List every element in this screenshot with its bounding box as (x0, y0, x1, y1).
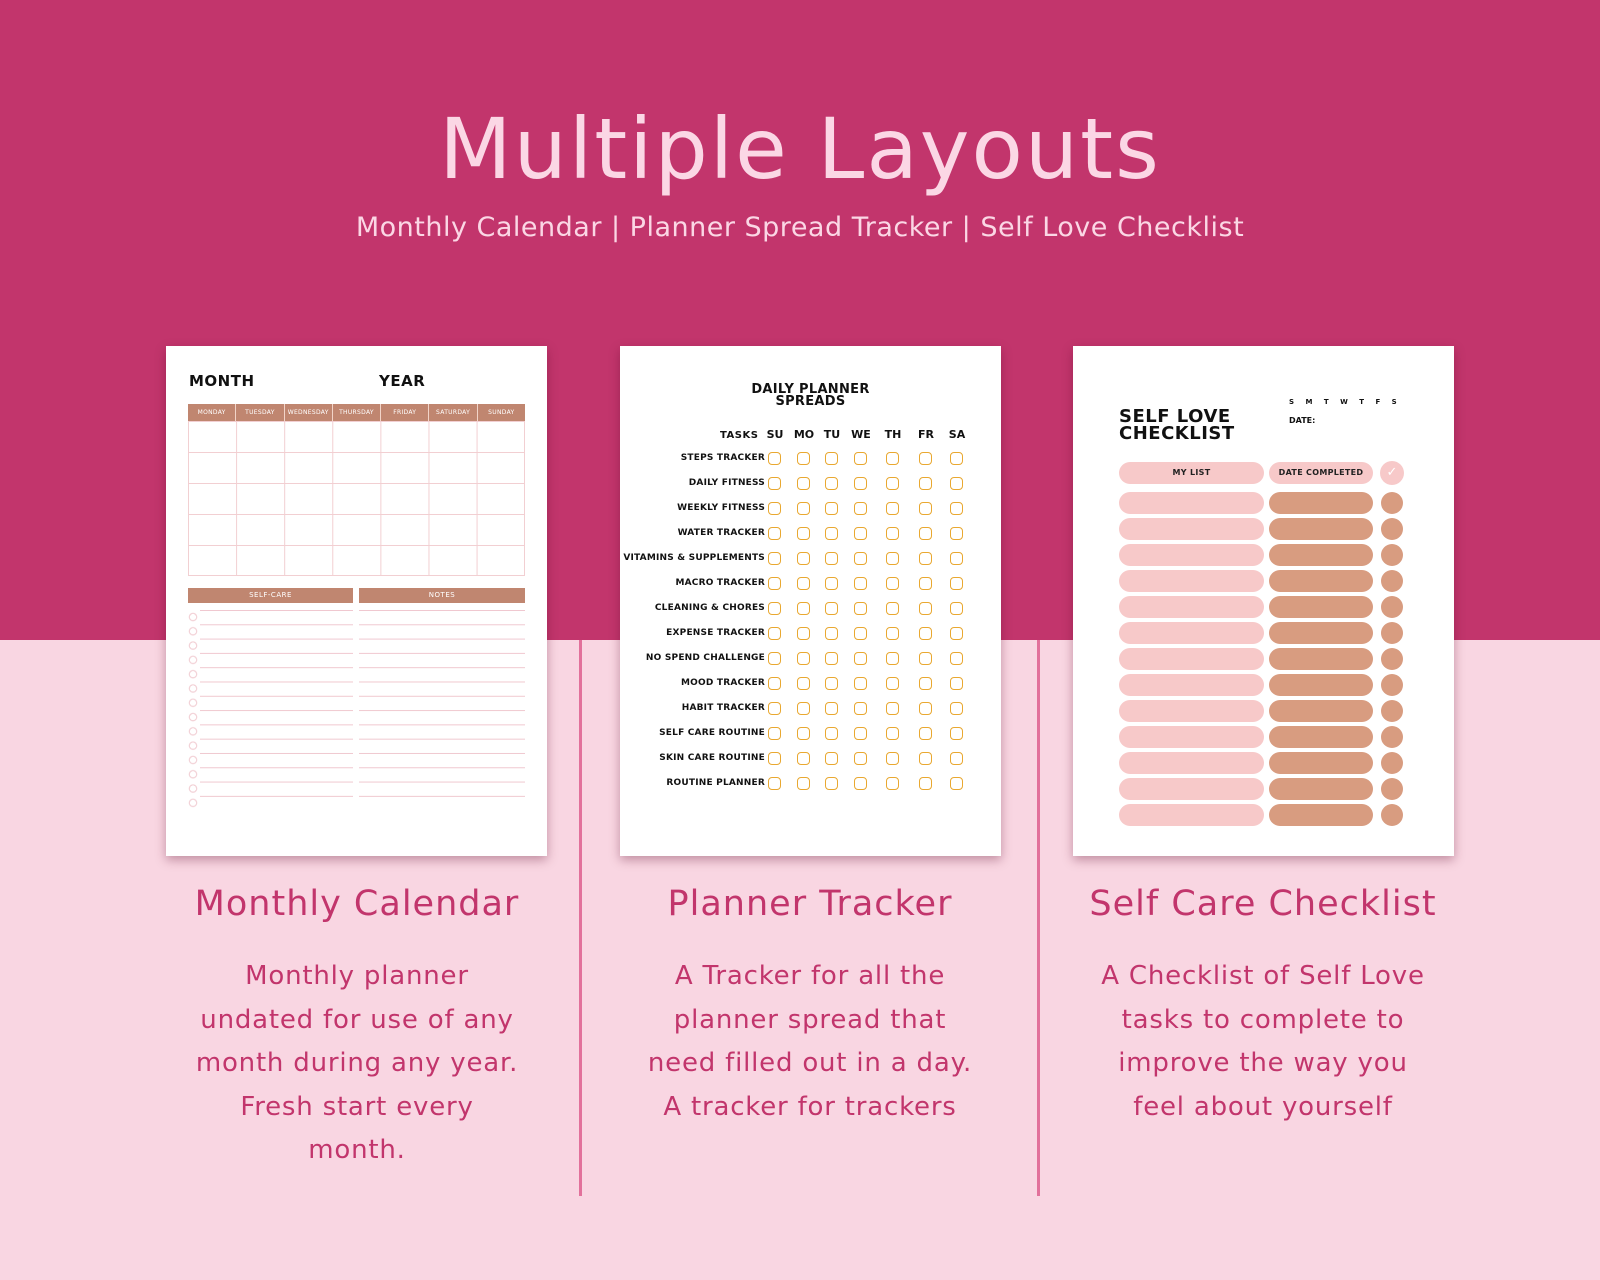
tracker-checkbox[interactable] (854, 627, 867, 640)
tracker-checkbox[interactable] (950, 727, 963, 740)
tracker-checkbox[interactable] (886, 727, 899, 740)
tracker-checkbox[interactable] (919, 777, 932, 790)
tracker-checkbox[interactable] (950, 677, 963, 690)
tracker-task-label: SKIN CARE ROUTINE (659, 753, 765, 763)
checklist-check-circle[interactable] (1381, 492, 1403, 514)
checklist-item-field[interactable] (1119, 674, 1264, 696)
tracker-checkbox[interactable] (950, 752, 963, 765)
tracker-checkbox[interactable] (825, 502, 838, 515)
tracker-checkbox[interactable] (854, 552, 867, 565)
checklist-date-field[interactable] (1269, 778, 1373, 800)
tracker-task-label: CLEANING & CHORES (654, 603, 765, 613)
tracker-day-label: FR (918, 428, 934, 441)
tracker-checkbox[interactable] (825, 552, 838, 565)
checklist-title (1119, 408, 1235, 442)
tracker-checkbox[interactable] (825, 677, 838, 690)
tracker-checkbox[interactable] (919, 452, 932, 465)
tracker-day-label: TU (823, 428, 841, 441)
tracker-task-label: EXPENSE TRACKER (666, 628, 765, 638)
self-care-header: SELF-CARE (188, 588, 353, 603)
tracker-checkbox[interactable] (854, 602, 867, 615)
self-love-checklist-preview (1073, 346, 1454, 856)
tracker-checkbox[interactable] (886, 652, 899, 665)
checklist-date-field[interactable] (1269, 804, 1373, 826)
tracker-checkbox[interactable] (950, 527, 963, 540)
tracker-checkbox[interactable] (919, 627, 932, 640)
tracker-checkbox[interactable] (797, 477, 810, 490)
tracker-task-label: MACRO TRACKER (675, 578, 765, 588)
tracker-checkbox[interactable] (797, 552, 810, 565)
weekday-label: SATURDAY (429, 404, 477, 421)
tracker-checkbox[interactable] (854, 777, 867, 790)
date-label: DATE: (1289, 416, 1316, 425)
checklist-item-field[interactable] (1119, 492, 1264, 514)
caption-desc-checklist: A Checklist of Self Love tasks to complete to improve the way you feel about yourself (1101, 961, 1425, 1122)
tracker-checkbox[interactable] (768, 502, 781, 515)
tracker-checkbox[interactable] (886, 702, 899, 715)
checklist-check-circle[interactable] (1381, 648, 1403, 670)
tracker-checkbox[interactable] (825, 652, 838, 665)
tracker-checkbox[interactable] (797, 752, 810, 765)
tracker-checkbox[interactable] (919, 702, 932, 715)
page-subtitle: Monthly Calendar | Planner Spread Tracker | Self Love Checklist (355, 212, 1245, 243)
tracker-checkbox[interactable] (919, 502, 932, 515)
tracker-checkbox[interactable] (854, 702, 867, 715)
checklist-date-field[interactable] (1269, 726, 1373, 748)
tracker-checkbox[interactable] (886, 627, 899, 640)
tracker-checkbox[interactable] (854, 527, 867, 540)
tracker-checkbox[interactable] (950, 777, 963, 790)
tracker-task-label: VITAMINS & SUPPLEMENTS (623, 553, 765, 563)
tracker-checkbox[interactable] (854, 502, 867, 515)
tracker-checkbox[interactable] (950, 702, 963, 715)
weekday-label: SUNDAY (488, 409, 515, 416)
tracker-checkbox[interactable] (825, 752, 838, 765)
tracker-checkbox[interactable] (950, 577, 963, 590)
tracker-checkbox[interactable] (768, 752, 781, 765)
checklist-check-circle[interactable] (1381, 518, 1403, 540)
tracker-checkbox[interactable] (768, 677, 781, 690)
checklist-item-field[interactable] (1119, 622, 1264, 644)
tracker-task-label: NO SPEND CHALLENGE (645, 653, 765, 663)
tracker-checkbox[interactable] (797, 602, 810, 615)
notes-lines (359, 610, 525, 810)
checklist-date-field[interactable] (1269, 518, 1373, 540)
tracker-checkbox[interactable] (886, 477, 899, 490)
checklist-check-circle[interactable] (1381, 570, 1403, 592)
checklist-date-field[interactable] (1269, 544, 1373, 566)
checklist-check-circle[interactable] (1381, 726, 1403, 748)
caption-desc-tracker: A Tracker for all the planner spread that need filled out in a day. A tracker for trackers (647, 961, 973, 1122)
caption-title-checklist: Self Care Checklist (1089, 884, 1437, 924)
tracker-checkbox[interactable] (950, 627, 963, 640)
tracker-task-label: MOOD TRACKER (681, 678, 765, 688)
weekday-label: MONDAY (188, 404, 236, 421)
checklist-item-field[interactable] (1119, 518, 1264, 540)
checklist-item-field[interactable] (1119, 804, 1264, 826)
tracker-checkbox[interactable] (797, 577, 810, 590)
tracker-checkbox[interactable] (797, 452, 810, 465)
self-care-lines (200, 610, 353, 810)
tracker-checkbox[interactable] (797, 527, 810, 540)
tracker-checkbox[interactable] (768, 627, 781, 640)
checklist-check-circle[interactable] (1381, 674, 1403, 696)
weekday-label: FRIDAY (381, 404, 429, 421)
tracker-day-label: TH (884, 428, 902, 441)
checklist-date-field[interactable] (1269, 752, 1373, 774)
tracker-day-label: MO (793, 428, 815, 441)
tracker-checkbox[interactable] (797, 502, 810, 515)
check-icon: ✓ (1380, 461, 1404, 485)
tracker-task-label: ROUTINE PLANNER (666, 778, 765, 788)
year-label: YEAR (379, 372, 426, 390)
checklist-date-field[interactable] (1269, 700, 1373, 722)
tracker-task-label: STEPS TRACKER (680, 453, 765, 463)
tracker-checkbox[interactable] (950, 602, 963, 615)
tracker-checkbox[interactable] (886, 527, 899, 540)
checklist-check-circle[interactable] (1381, 544, 1403, 566)
checklist-date-field[interactable] (1269, 622, 1373, 644)
notes-header: NOTES (359, 588, 525, 603)
checklist-check-circle[interactable] (1381, 752, 1403, 774)
tracker-checkbox[interactable] (825, 602, 838, 615)
tracker-checkbox[interactable] (825, 702, 838, 715)
checklist-item-field[interactable] (1119, 726, 1264, 748)
caption-title-calendar: Monthly Calendar (194, 884, 520, 924)
tracker-checkbox[interactable] (886, 602, 899, 615)
tracker-checkbox[interactable] (768, 477, 781, 490)
checklist-title-line: SELF LOVE (1119, 406, 1231, 427)
weekday-initials: S M T W T F S (1289, 398, 1397, 406)
tracker-day-label: SA (948, 428, 966, 441)
tracker-checkbox[interactable] (886, 552, 899, 565)
tracker-checkbox[interactable] (768, 727, 781, 740)
tracker-checkbox[interactable] (854, 752, 867, 765)
tracker-checkbox[interactable] (825, 627, 838, 640)
tracker-checkbox[interactable] (768, 577, 781, 590)
tracker-checkbox[interactable] (919, 727, 932, 740)
monthly-calendar-preview (166, 346, 547, 856)
checklist-item-field[interactable] (1119, 570, 1264, 592)
tracker-task-label: WEEKLY FITNESS (677, 503, 765, 513)
tracker-checkbox[interactable] (950, 477, 963, 490)
weekday-label: WEDNESDAY (285, 404, 333, 421)
tracker-task-label: SELF CARE ROUTINE (659, 728, 765, 738)
tracker-checkbox[interactable] (950, 452, 963, 465)
checklist-check-circle[interactable] (1381, 622, 1403, 644)
tracker-checkbox[interactable] (919, 752, 932, 765)
tracker-checkbox[interactable] (950, 552, 963, 565)
tracker-checkbox[interactable] (919, 602, 932, 615)
date-completed-header: DATE COMPLETED (1269, 462, 1373, 484)
checklist-check-circle[interactable] (1381, 596, 1403, 618)
tracker-checkbox[interactable] (797, 777, 810, 790)
tracker-checkbox[interactable] (768, 602, 781, 615)
tracker-checkbox[interactable] (886, 577, 899, 590)
checklist-item-field[interactable] (1119, 778, 1264, 800)
column-divider (1037, 640, 1040, 1196)
month-label: MONTH (189, 372, 255, 390)
tracker-checkbox[interactable] (919, 477, 932, 490)
column-divider (579, 640, 582, 1196)
tracker-checkbox[interactable] (825, 577, 838, 590)
tracker-checkbox[interactable] (825, 452, 838, 465)
planner-tracker-preview (620, 346, 1001, 856)
tracker-title-line: SPREADS (775, 394, 846, 409)
tracker-checkbox[interactable] (854, 727, 867, 740)
tracker-checkbox[interactable] (797, 652, 810, 665)
my-list-header: MY LIST (1119, 462, 1264, 484)
checklist-item-field[interactable] (1119, 700, 1264, 722)
tasks-header: TASKS (720, 430, 759, 441)
checklist-item-field[interactable] (1119, 544, 1264, 566)
tracker-checkbox[interactable] (886, 452, 899, 465)
caption-title-tracker: Planner Tracker (667, 884, 953, 924)
tracker-checkbox[interactable] (886, 752, 899, 765)
tracker-title (620, 384, 1001, 408)
tracker-checkbox[interactable] (919, 652, 932, 665)
checklist-date-field[interactable] (1269, 596, 1373, 618)
tracker-checkbox[interactable] (886, 502, 899, 515)
tracker-checkbox[interactable] (797, 627, 810, 640)
weekday-label: TUESDAY (236, 404, 284, 421)
tracker-day-label: SU (766, 428, 784, 441)
tracker-checkbox[interactable] (854, 677, 867, 690)
tracker-checkbox[interactable] (919, 527, 932, 540)
tracker-task-label: HABIT TRACKER (681, 703, 765, 713)
tracker-checkbox[interactable] (919, 577, 932, 590)
checklist-check-circle[interactable] (1381, 804, 1403, 826)
tracker-checkbox[interactable] (854, 577, 867, 590)
tracker-day-label: WE (851, 428, 871, 441)
tracker-checkbox[interactable] (768, 527, 781, 540)
tracker-checkbox[interactable] (768, 452, 781, 465)
tracker-checkbox[interactable] (825, 477, 838, 490)
checklist-date-field[interactable] (1269, 570, 1373, 592)
tracker-checkbox[interactable] (919, 677, 932, 690)
tracker-checkbox[interactable] (797, 727, 810, 740)
checklist-date-field[interactable] (1269, 492, 1373, 514)
tracker-task-label: WATER TRACKER (677, 528, 765, 538)
checklist-check-circle[interactable] (1381, 700, 1403, 722)
calendar-grid (188, 421, 525, 576)
tracker-checkbox[interactable] (854, 477, 867, 490)
tracker-checkbox[interactable] (854, 452, 867, 465)
checklist-item-field[interactable] (1119, 752, 1264, 774)
page-title: Multiple Layouts (439, 100, 1161, 198)
tracker-checkbox[interactable] (886, 777, 899, 790)
tracker-checkbox[interactable] (768, 552, 781, 565)
tracker-checkbox[interactable] (825, 527, 838, 540)
caption-desc-calendar: Monthly planner undated for use of any month during any year. Fresh start every month. (195, 961, 519, 1165)
tracker-checkbox[interactable] (950, 502, 963, 515)
weekday-label: THURSDAY (333, 404, 381, 421)
checklist-date-field[interactable] (1269, 648, 1373, 670)
tracker-checkbox[interactable] (919, 552, 932, 565)
checklist-title-line: CHECKLIST (1119, 423, 1235, 444)
tracker-checkbox[interactable] (797, 677, 810, 690)
tracker-title-line: DAILY PLANNER (751, 382, 870, 397)
tracker-task-label: DAILY FITNESS (688, 478, 765, 488)
tracker-checkbox[interactable] (797, 702, 810, 715)
checklist-item-field[interactable] (1119, 596, 1264, 618)
tracker-checkbox[interactable] (825, 777, 838, 790)
checklist-item-field[interactable] (1119, 648, 1264, 670)
checklist-check-circle[interactable] (1381, 778, 1403, 800)
tracker-checkbox[interactable] (768, 777, 781, 790)
tracker-checkbox[interactable] (950, 652, 963, 665)
weekday-header (188, 404, 525, 421)
self-care-checkboxes (188, 612, 198, 812)
tracker-checkbox[interactable] (854, 652, 867, 665)
tracker-checkbox[interactable] (886, 677, 899, 690)
tracker-checkbox[interactable] (768, 702, 781, 715)
tracker-checkbox[interactable] (768, 652, 781, 665)
tracker-checkbox[interactable] (825, 727, 838, 740)
checklist-date-field[interactable] (1269, 674, 1373, 696)
